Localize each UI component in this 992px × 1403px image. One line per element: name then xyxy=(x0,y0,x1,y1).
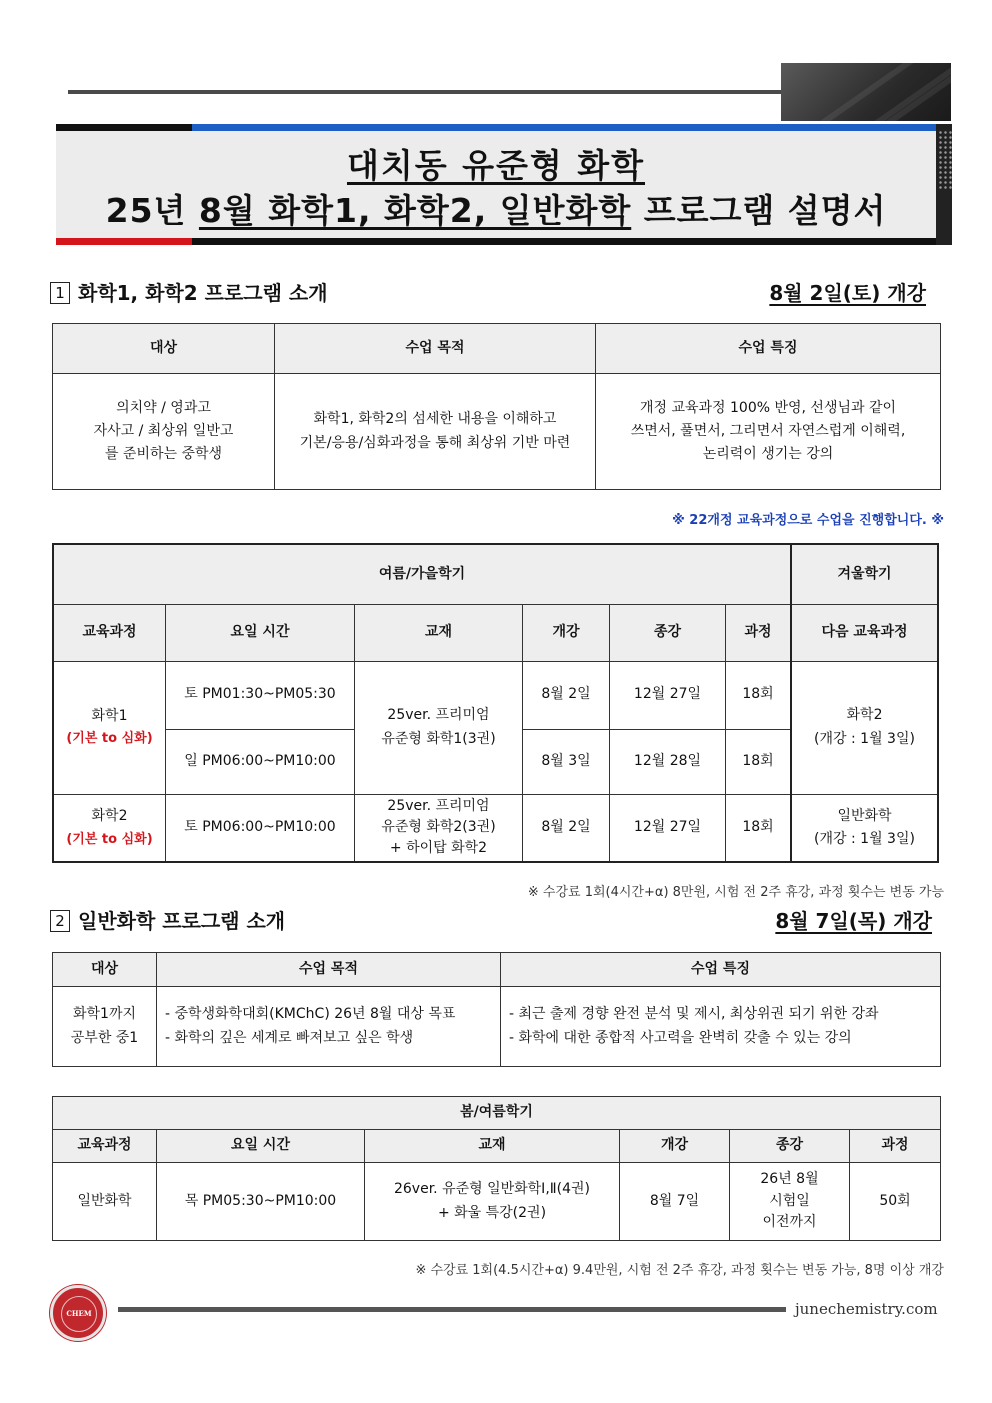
schedule-header-course: 교육과정 xyxy=(53,604,166,661)
curriculum-note: ※ 22개정 교육과정으로 수업을 진행합니다. ※ xyxy=(672,513,944,528)
gc-intro-features-cell: - 최근 출제 경향 완전 분석 및 제시, 최상위권 되기 위한 강좌 - 화학에 대한 종합적 사고력을 완벽히 갖출 수 있는 강의 xyxy=(501,987,941,1067)
intro-header-target: 대상 xyxy=(53,324,275,374)
schedule-header-time: 요일 시간 xyxy=(166,604,355,661)
title-bar-bottom-black xyxy=(192,238,936,245)
gc-schedule-group: 봄/여름학기 xyxy=(53,1097,941,1130)
footer-website: junechemistry.com xyxy=(795,1300,938,1318)
schedule-group-winter: 겨울학기 xyxy=(791,544,938,604)
section2-schedule-table xyxy=(52,1096,941,1241)
gc-intro-header-purpose: 수업 목적 xyxy=(157,953,501,987)
section1-schedule-table xyxy=(52,543,939,863)
chem1-level: (기본 to 심화) xyxy=(66,731,153,747)
academy-logo xyxy=(50,1285,106,1341)
academy-logo-text: CHEM xyxy=(61,1296,97,1332)
chem1-row2-time: 일 PM06:00~PM10:00 xyxy=(166,729,355,794)
gc-time: 목 PM05:30~PM10:00 xyxy=(157,1163,365,1241)
gc-count: 50회 xyxy=(850,1163,941,1241)
section1-number: 1 xyxy=(50,282,70,304)
chem1-course-cell: 화학1 (기본 to 심화) xyxy=(53,661,166,794)
chem2-time: 토 PM06:00~PM10:00 xyxy=(166,794,355,862)
chem2-count: 18회 xyxy=(726,794,792,862)
schedule-header-next: 다음 교육과정 xyxy=(791,604,938,661)
intro-target-cell: 의치약 / 영과고 자사고 / 최상위 일반고 를 준비하는 중학생 xyxy=(53,374,275,490)
chem1-book-cell: 25ver. 프리미엄 유준형 화학1(3권) xyxy=(355,661,523,794)
title-bar-top-blue xyxy=(192,124,936,131)
gc-header-course: 교육과정 xyxy=(53,1130,157,1163)
gc-header-time: 요일 시간 xyxy=(157,1130,365,1163)
chem1-row1-count: 18회 xyxy=(726,661,792,729)
gc-header-end: 종강 xyxy=(730,1130,850,1163)
chem2-start: 8월 2일 xyxy=(523,794,610,862)
chem1-row1-start: 8월 2일 xyxy=(523,661,610,729)
intro-header-features: 수업 특징 xyxy=(596,324,941,374)
chem2-level: (기본 to 심화) xyxy=(66,831,153,847)
section1-intro-table xyxy=(52,323,941,490)
title-bar-bottom-red xyxy=(56,238,192,245)
chem1-row2-end: 12월 28일 xyxy=(610,729,726,794)
chem1-row1-end: 12월 27일 xyxy=(610,661,726,729)
section2-intro-table xyxy=(52,952,941,1067)
gc-header-book: 교재 xyxy=(365,1130,620,1163)
section1-start-date: 8월 2일(토) 개강 xyxy=(769,281,926,305)
chem1-row2-count: 18회 xyxy=(726,729,792,794)
gc-header-count: 과정 xyxy=(850,1130,941,1163)
page-title-line1: 대치동 유준형 화학 xyxy=(346,146,645,185)
page-title-line2: 25년 8월 화학1, 화학2, 일반화학 프로그램 설명서 xyxy=(105,191,887,230)
schedule-group-summer-fall: 여름/가을학기 xyxy=(53,544,791,604)
intro-features-cell: 개정 교육과정 100% 반영, 선생님과 같이 쓰면서, 풀면서, 그리면서 자연스럽게 이해력, 논리력이 생기는 강의 xyxy=(596,374,941,490)
chem1-row2-start: 8월 3일 xyxy=(523,729,610,794)
section2-number: 2 xyxy=(50,910,70,932)
header-corner-graphic xyxy=(781,63,951,121)
gc-start: 8월 7일 xyxy=(620,1163,730,1241)
gc-intro-target-cell: 화학1까지 공부한 중1 xyxy=(53,987,157,1067)
chem2-course-cell: 화학2 (기본 to 심화) xyxy=(53,794,166,862)
footer-rule xyxy=(118,1307,786,1312)
section2-fee-note: ※ 수강료 1회(4.5시간+α) 9.4만원, 시험 전 2주 휴강, 과정 횟수는 변동 가능, 8명 이상 개강 xyxy=(415,1263,944,1278)
gc-end-cell: 26년 8월 시험일 이전까지 xyxy=(730,1163,850,1241)
gc-book-cell: 26ver. 유준형 일반화학Ⅰ,Ⅱ(4권) + 화울 특강(2권) xyxy=(365,1163,620,1241)
section2-heading xyxy=(50,905,285,934)
gc-header-start: 개강 xyxy=(620,1130,730,1163)
section1-fee-note: ※ 수강료 1회(4시간+α) 8만원, 시험 전 2주 휴강, 과정 횟수는 변동 가능 xyxy=(527,885,944,900)
schedule-header-count: 과정 xyxy=(726,604,792,661)
schedule-header-start: 개강 xyxy=(523,604,610,661)
header-rule xyxy=(68,90,784,94)
chem1-next-cell: 화학2 (개강 : 1월 3일) xyxy=(791,661,938,794)
section1-title: 화학1, 화학2 프로그램 소개 xyxy=(78,281,328,305)
title-bar-top-black xyxy=(56,124,192,131)
gc-course: 일반화학 xyxy=(53,1163,157,1241)
section1-heading xyxy=(50,277,328,306)
intro-header-purpose: 수업 목적 xyxy=(275,324,596,374)
schedule-header-end: 종강 xyxy=(610,604,726,661)
title-dot-pattern xyxy=(938,130,952,190)
section2-title: 일반화학 프로그램 소개 xyxy=(78,909,286,933)
chem1-row1-time: 토 PM01:30~PM05:30 xyxy=(166,661,355,729)
chem2-end: 12월 27일 xyxy=(610,794,726,862)
intro-purpose-cell: 화학1, 화학2의 섬세한 내용을 이해하고 기본/응용/심화과정을 통해 최상위 기반 마련 xyxy=(275,374,596,490)
gc-intro-header-target: 대상 xyxy=(53,953,157,987)
chem2-next-cell: 일반화학 (개강 : 1월 3일) xyxy=(791,794,938,862)
gc-intro-purpose-cell: - 중학생화학대회(KMChC) 26년 8월 대상 목표 - 화학의 깊은 세계로 빠져보고 싶은 학생 xyxy=(157,987,501,1067)
schedule-header-book: 교재 xyxy=(355,604,523,661)
gc-intro-header-features: 수업 특징 xyxy=(501,953,941,987)
chem2-book-cell: 25ver. 프리미엄 유준형 화학2(3권) + 하이탑 화학2 xyxy=(355,794,523,862)
section2-start-date: 8월 7일(목) 개강 xyxy=(775,909,932,933)
